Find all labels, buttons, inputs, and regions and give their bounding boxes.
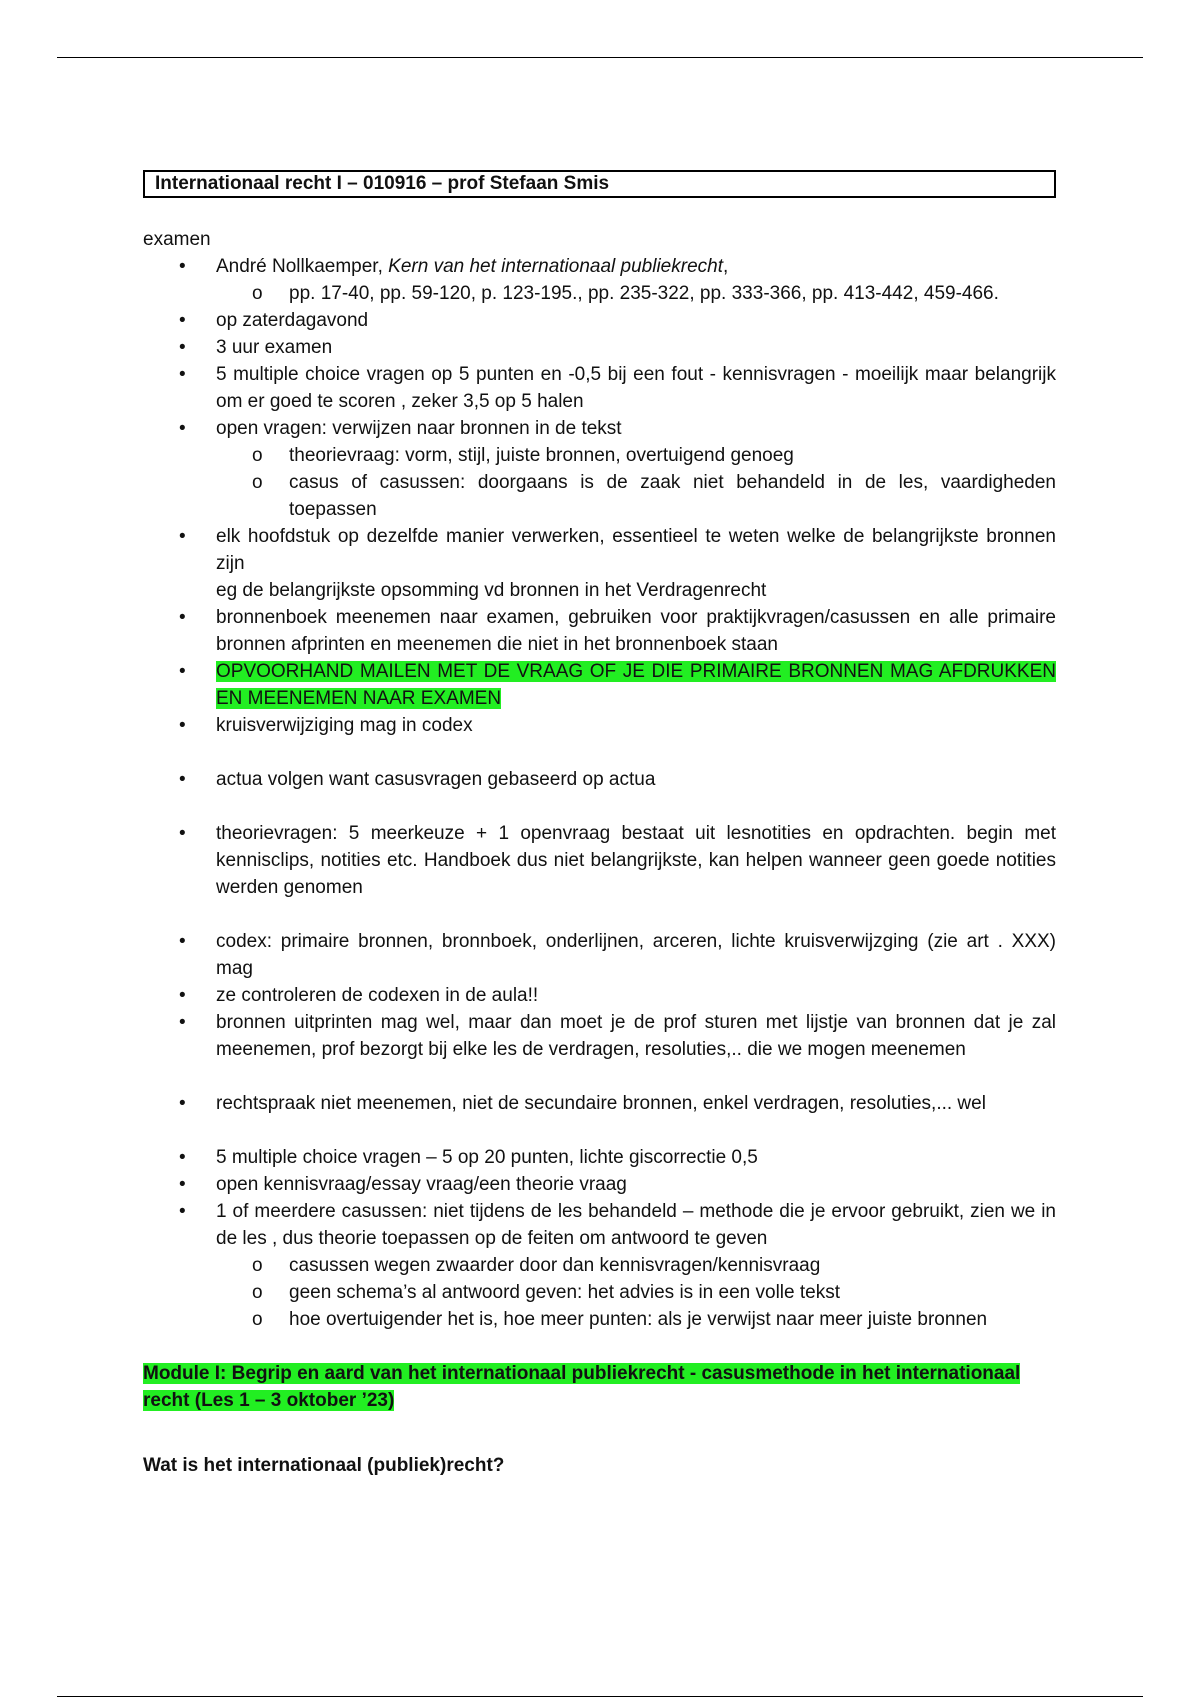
list-item: • 5 multiple choice vragen – 5 op 20 punten, lichte giscorrectie 0,5 [143,1144,1056,1171]
list-item [143,415,1056,523]
list-item-text: elk hoofdstuk op dezelfde manier verwerken, essentieel te weten welke de belangrijkste bronnen zijn [216,526,1056,574]
section-heading: Wat is het internationaal (publiek)recht? [143,1455,505,1476]
book-suffix: , [723,256,729,277]
document-title [143,170,1056,198]
list-item-text: 1 of meerdere casussen: niet tijdens de les behandeld – methode die je ervoor gebruikt, zien we in de les , dus theorie toepassen op de feiten om antwoord te geven [216,1201,1056,1249]
list-item: • actua volgen want casusvragen gebaseerd op actua [143,766,1056,793]
sub-list-item: o geen schema’s al antwoord geven: het advies is in een volle tekst [216,1279,1056,1306]
list-item [143,253,1056,307]
sub-list-item: o casussen wegen zwaarder door dan kennisvragen/kennisvraag [216,1252,1056,1279]
highlighted-text: OPVOORHAND MAILEN MET DE VRAAG OF JE DIE PRIMAIRE BRONNEN MAG AFDRUKKEN EN MEENEMEN NAAR EXAMEN [216,661,1056,709]
list-item-highlighted [143,658,1056,712]
list-item: • theorievragen: 5 meerkeuze + 1 openvraag bestaat uit lesnotities en opdrachten. begin met kennisclips, notities etc. Handboek dus niet belangrijkste, kan helpen wanneer geen goede notities werden genomen [143,820,1056,901]
list-item: • codex: primaire bronnen, bronnboek, onderlijnen, arceren, lichte kruisverwijzging (zie art . XXX) mag [143,928,1056,982]
list-item: • 5 multiple choice vragen op 5 punten en -0,5 bij een fout - kennisvragen - moeilijk maar belangrijk om er goed te scoren , zeker 3,5 op 5 halen [143,361,1056,415]
list-item: • 3 uur examen [143,334,1056,361]
list-item: • op zaterdagavond [143,307,1056,334]
list-item: • bronnenboek meenemen naar examen, gebruiken voor praktijkvragen/casussen en alle primaire bronnen afprinten en meenemen die niet in het bronnenboek staan [143,604,1056,658]
list-item: • kruisverwijziging mag in codex [143,712,1056,739]
list-item: • bronnen uitprinten mag wel, maar dan moet je de prof sturen met lijstje van bronnen dat je zal meenemen, prof bezorgt bij elke les de verdragen, resoluties,.. die we mogen meenemen [143,1009,1056,1063]
intro-text: examen [143,229,211,250]
sub-list [216,280,1056,307]
sub-list-item: o hoe overtuigender het is, hoe meer punten: als je verwijst naar meer juiste bronnen [216,1306,1056,1333]
sub-list [216,442,1056,523]
sub-list [216,1252,1056,1333]
module-heading-text: Module I: Begrip en aard van het internationaal publiekrecht - casusmethode in het internationaal recht (Les 1 – 3 oktober ’23) [143,1363,1021,1411]
sub-list-item: o casus of casussen: doorgaans is de zaak niet behandeld in de les, vaardigheden toepassen [216,469,1056,523]
exam-list [143,253,1056,1333]
list-item [143,523,1056,604]
list-item: • open kennisvraag/essay vraag/een theorie vraag [143,1171,1056,1198]
bottom-rule [57,1696,1143,1697]
book-author: André Nollkaemper, [216,256,389,277]
top-rule [57,57,1143,58]
list-item: • ze controleren de codexen in de aula!! [143,982,1056,1009]
list-item-text: open vragen: verwijzen naar bronnen in de tekst [216,418,622,439]
book-title: Kern van het internationaal publiekrecht [388,256,723,277]
document-title-text: Internationaal recht I – 010916 – prof Stefaan Smis [155,173,610,194]
document-body [143,226,1056,1479]
list-item: • rechtspraak niet meenemen, niet de secundaire bronnen, enkel verdragen, resoluties,... wel [143,1090,1056,1117]
list-item [143,1198,1056,1333]
sub-list-item: o theorievraag: vorm, stijl, juiste bronnen, overtuigend genoeg [216,442,1056,469]
list-item-extra: eg de belangrijkste opsomming vd bronnen in het Verdragenrecht [216,580,767,601]
sub-list-item: o pp. 17-40, pp. 59-120, p. 123-195., pp. 235-322, pp. 333-366, pp. 413-442, 459-466. [216,280,1056,307]
module-heading [143,1360,1056,1414]
